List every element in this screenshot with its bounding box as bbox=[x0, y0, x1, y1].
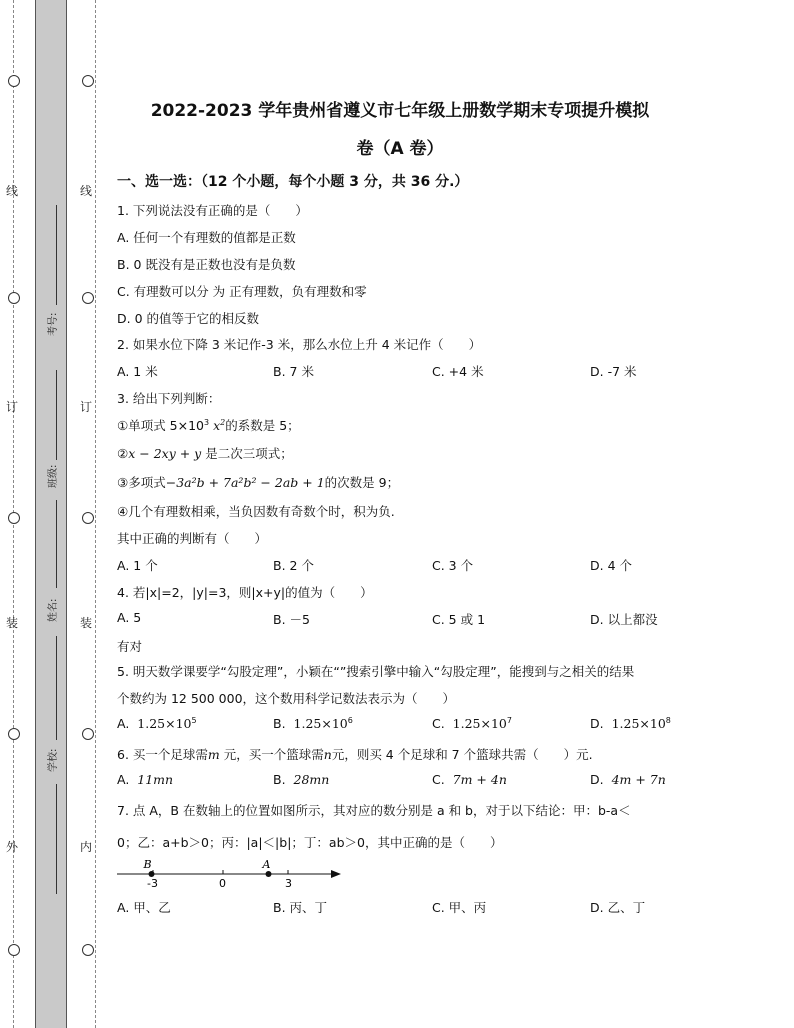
inner-fold-line bbox=[95, 0, 96, 1028]
q6-option-expr: 28mn bbox=[293, 772, 330, 787]
q6-option-c bbox=[432, 772, 507, 787]
margin-hole bbox=[82, 292, 94, 304]
q5-base: 1.25×10 bbox=[137, 716, 192, 732]
q3-ask: 其中正确的判断有（ ） bbox=[117, 531, 268, 546]
margin-hole bbox=[8, 292, 20, 304]
q3-j3-math: −3a²b + 7a²b² − 2ab + 1 bbox=[165, 475, 325, 490]
margin-hole bbox=[8, 75, 20, 87]
q1-option-a: A. 任何一个有理数的值都是正数 bbox=[117, 230, 296, 245]
q6-option-expr: 4m + 7n bbox=[611, 772, 666, 787]
q7-option-d: D. 乙、丁 bbox=[590, 900, 646, 915]
q6-option-label: B. bbox=[273, 772, 286, 787]
q7-option-a: A. 甲、乙 bbox=[117, 900, 171, 915]
margin-char: 外 bbox=[6, 840, 19, 854]
field-underline bbox=[56, 636, 57, 740]
point-b-label: B bbox=[143, 858, 152, 871]
q5-exp: 5 bbox=[191, 716, 197, 725]
q6-stem-c: 元，则买 4 个足球和 7 个篮球共需（ ）元. bbox=[331, 747, 593, 762]
q5-option-label: A. bbox=[117, 716, 130, 732]
point-a-dot bbox=[266, 871, 272, 877]
q2-option-a: A. 1 米 bbox=[117, 364, 158, 379]
q3-option-c: C. 3 个 bbox=[432, 558, 474, 573]
q6-option-label: A. bbox=[117, 772, 130, 787]
q6-option-expr: 7m + 4n bbox=[452, 772, 507, 787]
margin-char: 装 bbox=[6, 616, 19, 630]
q1-option-c: C. 有理数可以分 为 正有理数，负有理数和零 bbox=[117, 284, 367, 299]
q6-stem bbox=[117, 745, 593, 763]
q3-judgment-2 bbox=[117, 444, 293, 462]
q6-option-a bbox=[117, 772, 173, 787]
q5-exp: 6 bbox=[347, 716, 353, 725]
field-underline bbox=[56, 370, 57, 460]
q2-stem: 2. 如果水位下降 3 米记作-3 米，那么水位上升 4 米记作（ ） bbox=[117, 337, 482, 352]
q2-option-c: C. +4 米 bbox=[432, 364, 484, 379]
margin-char: 内 bbox=[80, 840, 93, 854]
section-heading: 一、选一选：（12 个小题，每个小题 3 分，共 36 分.） bbox=[117, 174, 469, 190]
margin-hole bbox=[82, 512, 94, 524]
q5-base: 1.25×10 bbox=[293, 716, 348, 732]
q7-option-b: B. 丙、丁 bbox=[273, 900, 328, 915]
q6-stem-b: 元，买一个篮球需 bbox=[219, 747, 324, 762]
q5-stem-line2: 个数约为 12 500 000，这个数用科学记数法表示为（ ） bbox=[117, 691, 456, 706]
tick-label: 0 bbox=[219, 877, 226, 890]
q3-j1-suffix: 的系数是 5； bbox=[225, 418, 300, 433]
margin-hole bbox=[8, 944, 20, 956]
margin-char: 装 bbox=[80, 616, 93, 630]
q5-stem-line1: 5. 明天数学课要学“勾股定理”，小颖在“”搜索引擎中输入“勾股定理”，能搜到与之相关的结果 bbox=[117, 664, 635, 679]
q3-option-a: A. 1 个 bbox=[117, 558, 158, 573]
q6-option-b bbox=[273, 772, 329, 787]
q6-stem-a: 6. 买一个足球需 bbox=[117, 747, 208, 762]
q6-var-n: n bbox=[323, 747, 332, 762]
q4-option-b: B. －5 bbox=[273, 612, 310, 627]
q4-option-d: D. 以上都没 bbox=[590, 612, 658, 627]
margin-hole bbox=[8, 512, 20, 524]
margin-hole bbox=[8, 728, 20, 740]
field-label-name: 姓名: bbox=[48, 598, 59, 622]
q4-option-a: A. 5 bbox=[117, 610, 142, 625]
binding-strip bbox=[35, 0, 67, 1028]
q3-j3-prefix: ③多项式 bbox=[117, 475, 166, 490]
q5-option-label: C. bbox=[432, 716, 445, 732]
q3-j1-var: x bbox=[209, 418, 221, 433]
q3-j2-math: x − 2xy + y bbox=[128, 446, 202, 461]
q4-option-d-wrap: 有对 bbox=[117, 639, 143, 654]
q1-stem: 1. 下列说法没有正确的是（ ） bbox=[117, 203, 308, 218]
q4-stem: 4. 若|x|=2，|y|=3，则|x+y|的值为（ ） bbox=[117, 585, 373, 600]
exam-title-line2: 卷（A 卷） bbox=[356, 139, 444, 159]
q5-exp: 8 bbox=[665, 716, 671, 725]
q3-j1-prefix: ①单项式 5×10 bbox=[117, 418, 205, 433]
q5-exp: 7 bbox=[506, 716, 512, 725]
q6-var-m: m bbox=[207, 747, 220, 762]
q5-option-c bbox=[432, 716, 512, 731]
q3-stem: 3. 给出下列判断： bbox=[117, 391, 221, 406]
q3-judgment-3 bbox=[117, 473, 399, 491]
q5-base: 1.25×10 bbox=[611, 716, 666, 732]
margin-char: 订 bbox=[80, 400, 93, 414]
field-underline bbox=[56, 500, 57, 588]
q2-option-b: B. 7 米 bbox=[273, 364, 314, 379]
q3-j2-prefix: ② bbox=[117, 446, 129, 461]
q1-option-b: B. 0 既没有是正数也没有是负数 bbox=[117, 257, 296, 272]
q5-option-label: D. bbox=[590, 716, 604, 732]
q5-option-label: B. bbox=[273, 716, 286, 732]
margin-char: 线 bbox=[80, 184, 93, 198]
q5-option-a bbox=[117, 716, 197, 731]
q7-stem-line2: 0；乙：a+b＞0；丙：|a|＜|b|；丁：ab＞0，其中正确的是（ ） bbox=[117, 835, 503, 850]
field-label-class: 班级: bbox=[48, 464, 59, 488]
field-label-school: 学校: bbox=[48, 748, 59, 772]
q3-j1-var-exp: 2 bbox=[220, 417, 226, 427]
margin-hole bbox=[82, 728, 94, 740]
q3-option-b: B. 2 个 bbox=[273, 558, 314, 573]
q3-judgment-1 bbox=[117, 416, 300, 434]
q3-j2-suffix: 是二次三项式； bbox=[201, 446, 293, 461]
q5-option-b bbox=[273, 716, 353, 731]
q3-j1-exp: 3 bbox=[204, 417, 210, 427]
q4-option-c: C. 5 或 1 bbox=[432, 612, 486, 627]
q7-stem-line1: 7. 点 A，B 在数轴上的位置如图所示，其对应的数分别是 a 和 b，对于以下结论：甲：b-a＜ bbox=[117, 803, 631, 818]
q6-option-label: C. bbox=[432, 772, 445, 787]
q5-option-d bbox=[590, 716, 671, 731]
q3-judgment-4: ④几个有理数相乘，当负因数有奇数个时，积为负. bbox=[117, 504, 395, 519]
margin-hole bbox=[82, 75, 94, 87]
field-label-exam-number: 考号: bbox=[48, 312, 59, 336]
q2-option-d: D. -7 米 bbox=[590, 364, 637, 379]
q3-j3-suffix: 的次数是 9； bbox=[324, 475, 400, 490]
q5-base: 1.25×10 bbox=[452, 716, 507, 732]
q6-option-expr: 11mn bbox=[137, 772, 174, 787]
q7-option-c: C. 甲、丙 bbox=[432, 900, 487, 915]
tick-label: 3 bbox=[285, 877, 292, 890]
q1-option-d: D. 0 的值等于它的相反数 bbox=[117, 311, 259, 326]
q6-option-d bbox=[590, 772, 666, 787]
q6-option-label: D. bbox=[590, 772, 604, 787]
q3-option-d: D. 4 个 bbox=[590, 558, 632, 573]
margin-char: 线 bbox=[6, 184, 19, 198]
exam-title-line1: 2022-2023 学年贵州省遵义市七年级上册数学期末专项提升模拟 bbox=[150, 101, 650, 121]
tick-label: -3 bbox=[147, 877, 158, 890]
field-underline bbox=[56, 784, 57, 894]
margin-char: 订 bbox=[6, 400, 19, 414]
point-a-label: A bbox=[262, 858, 271, 871]
field-underline bbox=[56, 205, 57, 305]
margin-hole bbox=[82, 944, 94, 956]
number-line-arrow bbox=[331, 870, 341, 878]
number-line-figure bbox=[115, 855, 347, 895]
